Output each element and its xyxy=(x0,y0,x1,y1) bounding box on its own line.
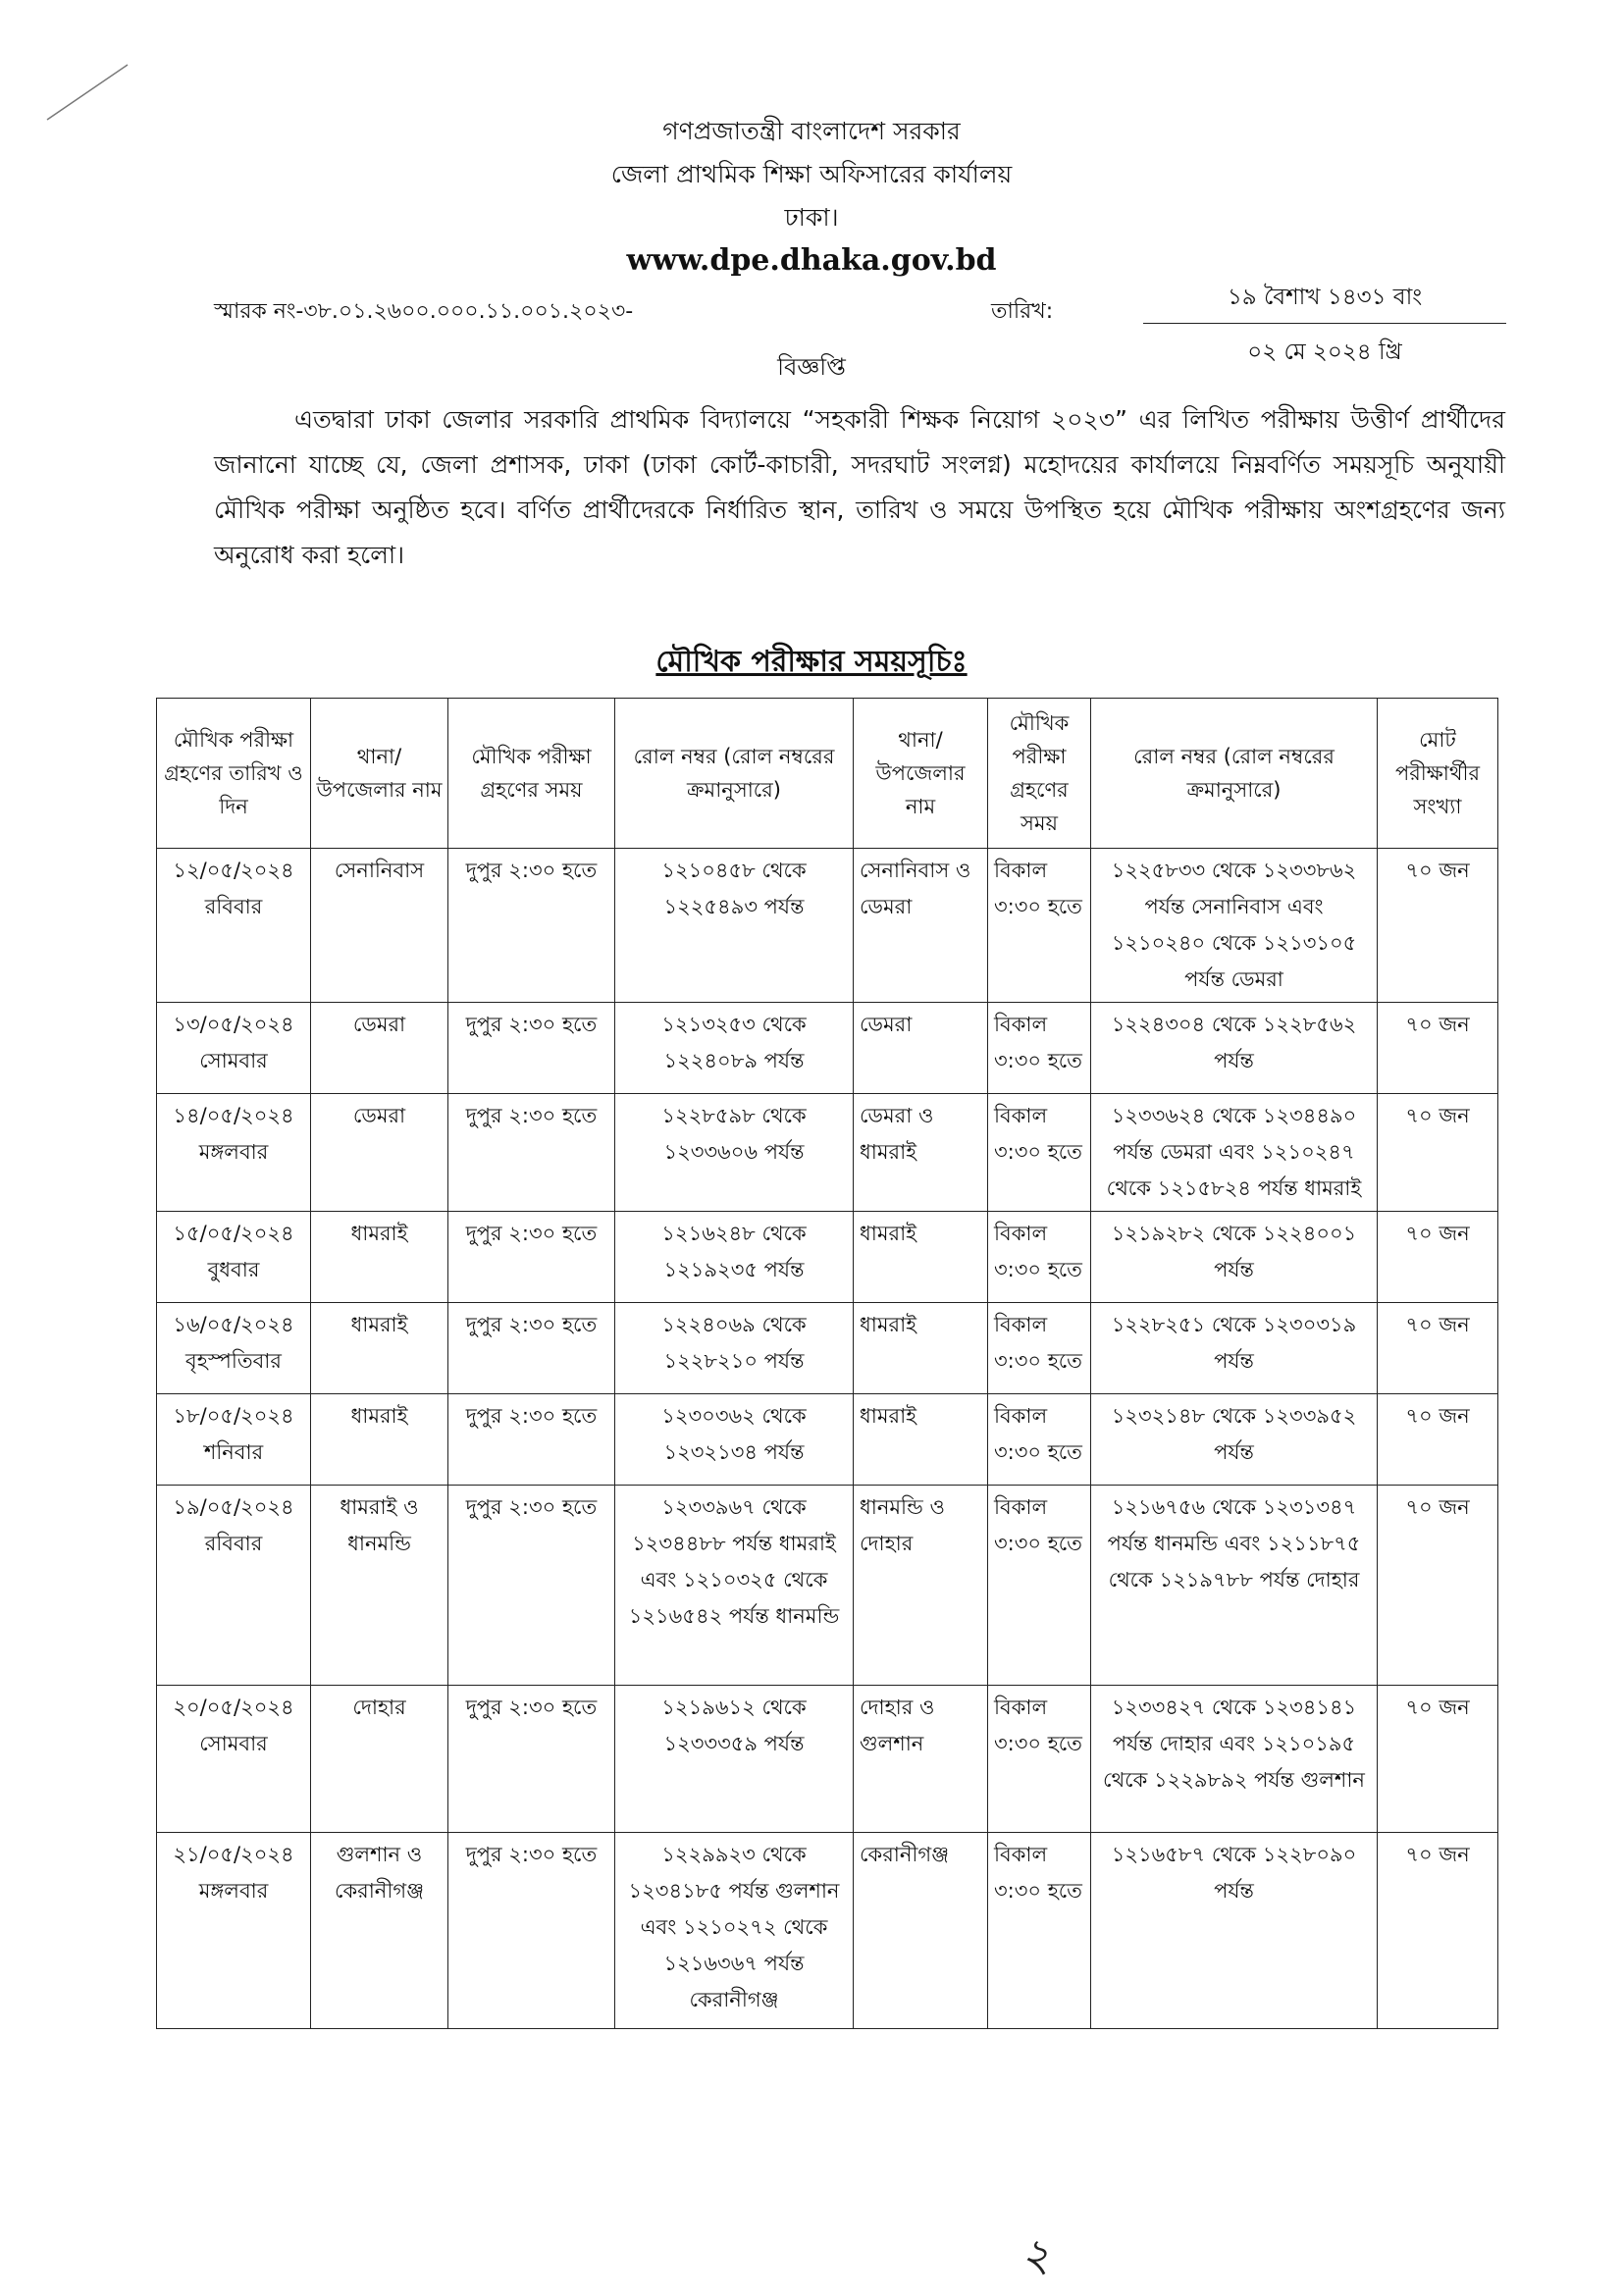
exam-day: বৃহস্পতিবার xyxy=(185,1349,282,1373)
roll-range-1-cell: ১২৩৩৯৬৭ থেকে ১২৩৪৪৮৮ পর্যন্ত ধামরাই এবং ১২১০৩২৫ থেকে ১২১৬৫৪২ পর্যন্ত ধানমন্ডি xyxy=(615,1486,854,1686)
exam-date-cell xyxy=(157,1833,311,2029)
exam-time-1-cell: দুপুর ২:৩০ হতে xyxy=(448,1686,615,1833)
exam-time-1-cell: দুপুর ২:৩০ হতে xyxy=(448,849,615,1003)
candidate-count-cell: ৭০ জন xyxy=(1378,1486,1498,1686)
header-exam-time-2: মৌখিক পরীক্ষা গ্রহণের সময় xyxy=(988,699,1091,849)
header-roll-2: রোল নম্বর (রোল নম্বরের ক্রমানুসারে) xyxy=(1091,699,1378,849)
roll-range-2-cell: ১২১৬৭৫৬ থেকে ১২৩১৩৪৭ পর্যন্ত ধানমন্ডি এবং ১২১১৮৭৫ থেকে ১২১৯৭৮৮ পর্যন্ত দোহার xyxy=(1091,1486,1378,1686)
table-row xyxy=(157,849,1498,1003)
thana-2-cell: দোহার ও গুলশান xyxy=(854,1686,988,1833)
date-bangla: ১৯ বৈশাখ ১৪৩১ বাং xyxy=(1143,279,1506,324)
thana-1-cell: ধামরাই xyxy=(311,1394,448,1486)
exam-date: ১৬/০৫/২০২৪ xyxy=(173,1313,294,1336)
exam-time-2-cell: বিকাল ৩:৩০ হতে xyxy=(988,1212,1091,1303)
roll-range-1-cell: ১২৩০৩৬২ থেকে ১২৩২১৩৪ পর্যন্ত xyxy=(615,1394,854,1486)
exam-day: রবিবার xyxy=(204,1532,263,1555)
thana-1-cell: সেনানিবাস xyxy=(311,849,448,1003)
exam-date-cell xyxy=(157,849,311,1003)
city-name: ঢাকা। xyxy=(784,203,839,232)
thana-1-cell: ধামরাই xyxy=(311,1212,448,1303)
exam-day: বুধবার xyxy=(207,1258,260,1281)
roll-range-1-cell: ১২১৬২৪৮ থেকে ১২১৯২৩৫ পর্যন্ত xyxy=(615,1212,854,1303)
header-exam-date: মৌখিক পরীক্ষা গ্রহণের তারিখ ও দিন xyxy=(157,699,311,849)
candidate-count-cell: ৭০ জন xyxy=(1378,1394,1498,1486)
candidate-count-cell: ৭০ জন xyxy=(1378,1003,1498,1094)
exam-time-2-cell: বিকাল ৩:৩০ হতে xyxy=(988,1003,1091,1094)
table-row xyxy=(157,1486,1498,1686)
memo-number: স্মারক নং-৩৮.০১.২৬০০.০০০.১১.০০১.২০২৩- xyxy=(214,299,634,324)
table-row xyxy=(157,1303,1498,1394)
roll-range-2-cell: ১২৩৩৬২৪ থেকে ১২৩৪৪৯০ পর্যন্ত ডেমরা এবং ১২১০২৪৭ থেকে ১২১৫৮২৪ পর্যন্ত ধামরাই xyxy=(1091,1094,1378,1212)
schedule-table xyxy=(156,698,1498,2029)
roll-range-1-cell: ১২২৯৯২৩ থেকে ১২৩৪১৮৫ পর্যন্ত গুলশান এবং ১২১০২৭২ থেকে ১২১৬৩৬৭ পর্যন্ত কেরানীগঞ্জ xyxy=(615,1833,854,2029)
thana-1-cell: দোহার xyxy=(311,1686,448,1833)
exam-time-1-cell: দুপুর ২:৩০ হতে xyxy=(448,1003,615,1094)
thana-2-cell: ধামরাই xyxy=(854,1394,988,1486)
header-total-candidates: মোট পরীক্ষার্থীর সংখ্যা xyxy=(1378,699,1498,849)
letterhead xyxy=(0,110,1623,278)
exam-date: ১৮/০৫/২০২৪ xyxy=(173,1404,294,1428)
candidate-count-cell: ৭০ জন xyxy=(1378,1212,1498,1303)
exam-day: মঙ্গলবার xyxy=(198,1879,269,1903)
thana-2-cell: ধামরাই xyxy=(854,1303,988,1394)
exam-day: মঙ্গলবার xyxy=(198,1140,269,1164)
candidate-count-cell: ৭০ জন xyxy=(1378,1094,1498,1212)
thana-2-cell: ধানমন্ডি ও দোহার xyxy=(854,1486,988,1686)
table-row xyxy=(157,1686,1498,1833)
thana-2-cell: ধামরাই xyxy=(854,1212,988,1303)
header-exam-time-1: মৌখিক পরীক্ষা গ্রহণের সময় xyxy=(448,699,615,849)
candidate-count-cell: ৭০ জন xyxy=(1378,1833,1498,2029)
exam-time-2-cell: বিকাল ৩:৩০ হতে xyxy=(988,1094,1091,1212)
exam-date-cell xyxy=(157,1486,311,1686)
exam-time-1-cell: দুপুর ২:৩০ হতে xyxy=(448,1394,615,1486)
exam-date-cell xyxy=(157,1094,311,1212)
roll-range-1-cell: ১২১৩২৫৩ থেকে ১২২৪০৮৯ পর্যন্ত xyxy=(615,1003,854,1094)
exam-time-2-cell: বিকাল ৩:৩০ হতে xyxy=(988,1394,1091,1486)
roll-range-1-cell: ১২২৪০৬৯ থেকে ১২২৮২১০ পর্যন্ত xyxy=(615,1303,854,1394)
header-thana-1: থানা/ উপজেলার নাম xyxy=(311,699,448,849)
date-gregorian: ০২ মে ২০২৪ খ্রি xyxy=(1247,339,1402,365)
table-row xyxy=(157,1394,1498,1486)
roll-range-2-cell: ১২৩২১৪৮ থেকে ১২৩৩৯৫২ পর্যন্ত xyxy=(1091,1394,1378,1486)
exam-date: ১২/০৫/২০২৪ xyxy=(173,859,294,882)
roll-range-2-cell: ১২২৮২৫১ থেকে ১২৩০৩১৯ পর্যন্ত xyxy=(1091,1303,1378,1394)
exam-date-cell xyxy=(157,1394,311,1486)
thana-2-cell: কেরানীগঞ্জ xyxy=(854,1833,988,2029)
exam-date: ২১/০৫/২০২৪ xyxy=(173,1843,294,1866)
exam-time-1-cell: দুপুর ২:৩০ হতে xyxy=(448,1303,615,1394)
header-roll-1: রোল নম্বর (রোল নম্বরের ক্রমানুসারে) xyxy=(615,699,854,849)
exam-time-2-cell: বিকাল ৩:৩০ হতে xyxy=(988,1486,1091,1686)
government-name: গণপ্রজাতন্ত্রী বাংলাদেশ সরকার xyxy=(662,117,961,145)
exam-date: ১৪/০৫/২০২৪ xyxy=(173,1104,294,1127)
page-number: ২ xyxy=(1021,2228,1050,2281)
exam-time-1-cell: দুপুর ২:৩০ হতে xyxy=(448,1212,615,1303)
notice-title: বিজ্ঞপ্তি xyxy=(777,353,846,381)
schedule-table-body xyxy=(157,849,1498,2029)
website-url[interactable]: www.dpe.dhaka.gov.bd xyxy=(626,243,997,278)
schedule-title: মৌখিক পরীক্ষার সময়সূচিঃ xyxy=(655,645,968,679)
roll-range-2-cell: ১২১৯২৮২ থেকে ১২২৪০০১ পর্যন্ত xyxy=(1091,1212,1378,1303)
thana-1-cell: ধামরাই xyxy=(311,1303,448,1394)
exam-time-2-cell: বিকাল ৩:৩০ হতে xyxy=(988,1833,1091,2029)
table-row xyxy=(157,1094,1498,1212)
exam-date-cell xyxy=(157,1686,311,1833)
roll-range-1-cell: ১২১৯৬১২ থেকে ১২৩৩৩৫৯ পর্যন্ত xyxy=(615,1686,854,1833)
exam-day: রবিবার xyxy=(204,895,263,918)
exam-time-2-cell: বিকাল ৩:৩০ হতে xyxy=(988,1686,1091,1833)
roll-range-1-cell: ১২১০৪৫৮ থেকে ১২২৫৪৯৩ পর্যন্ত xyxy=(615,849,854,1003)
exam-date: ২০/০৫/২০২৪ xyxy=(173,1696,294,1719)
exam-day: শনিবার xyxy=(203,1440,264,1464)
thana-2-cell: ডেমরা xyxy=(854,1003,988,1094)
exam-time-1-cell: দুপুর ২:৩০ হতে xyxy=(448,1486,615,1686)
table-row xyxy=(157,1833,1498,2029)
table-row xyxy=(157,1212,1498,1303)
thana-1-cell: ডেমরা xyxy=(311,1094,448,1212)
exam-date-cell xyxy=(157,1003,311,1094)
thana-1-cell: ধামরাই ও ধানমন্ডি xyxy=(311,1486,448,1686)
roll-range-2-cell: ১২৩৩৪২৭ থেকে ১২৩৪১৪১ পর্যন্ত দোহার এবং ১২১০১৯৫ থেকে ১২২৯৮৯২ পর্যন্ত গুলশান xyxy=(1091,1686,1378,1833)
exam-date: ১৫/০৫/২০২৪ xyxy=(173,1222,294,1245)
roll-range-2-cell: ১২২৫৮৩৩ থেকে ১২৩৩৮৬২ পর্যন্ত সেনানিবাস এবং ১২১০২৪০ থেকে ১২১৩১০৫ পর্যন্ত ডেমরা xyxy=(1091,849,1378,1003)
exam-day: সোমবার xyxy=(199,1049,268,1072)
exam-time-1-cell: দুপুর ২:৩০ হতে xyxy=(448,1094,615,1212)
roll-range-1-cell: ১২২৮৫৯৮ থেকে ১২৩৩৬০৬ পর্যন্ত xyxy=(615,1094,854,1212)
candidate-count-cell: ৭০ জন xyxy=(1378,1686,1498,1833)
exam-time-2-cell: বিকাল ৩:৩০ হতে xyxy=(988,849,1091,1003)
exam-time-2-cell: বিকাল ৩:৩০ হতে xyxy=(988,1303,1091,1394)
roll-range-2-cell: ১২২৪৩০৪ থেকে ১২২৮৫৬২ পর্যন্ত xyxy=(1091,1003,1378,1094)
exam-date: ১৩/০৫/২০২৪ xyxy=(173,1013,294,1036)
exam-time-1-cell: দুপুর ২:৩০ হতে xyxy=(448,1833,615,2029)
notice-body: এতদ্বারা ঢাকা জেলার সরকারি প্রাথমিক বিদ্যালয়ে “সহকারী শিক্ষক নিয়োগ ২০২৩” এর লিখিত পরীক্ষায় উত্তীর্ণ প্রার্থীদের জানানো যাচ্ছে যে, জেলা প্রশাসক, ঢাকা (ঢাকা কোর্ট-কাচারী, সদরঘাট সংলগ্ন) মহোদয়ের কার্যালয়ে নিম্নবর্ণিত সময়সূচি অনুযায়ী মৌখিক পরীক্ষা অনুষ্ঠিত হবে। বর্ণিত প্রার্থীদেরকে নির্ধারিত স্থান, তারিখ ও সময়ে উপস্থিত হয়ে মৌখিক পরীক্ষায় অংশগ্রহণের জন্য অনুরোধ করা হলো। xyxy=(214,405,1505,569)
header-thana-2: থানা/ উপজেলার নাম xyxy=(854,699,988,849)
exam-date-cell xyxy=(157,1303,311,1394)
exam-day: সোমবার xyxy=(199,1732,268,1755)
thana-1-cell: গুলশান ও কেরানীগঞ্জ xyxy=(311,1833,448,2029)
table-row xyxy=(157,1003,1498,1094)
thana-2-cell: সেনানিবাস ও ডেমরা xyxy=(854,849,988,1003)
office-name: জেলা প্রাথমিক শিক্ষা অফিসারের কার্যালয় xyxy=(610,160,1013,188)
roll-range-2-cell: ১২১৬৫৮৭ থেকে ১২২৮০৯০ পর্যন্ত xyxy=(1091,1833,1378,2029)
thana-2-cell: ডেমরা ও ধামরাই xyxy=(854,1094,988,1212)
thana-1-cell: ডেমরা xyxy=(311,1003,448,1094)
exam-date-cell xyxy=(157,1212,311,1303)
table-header-row xyxy=(157,699,1498,849)
candidate-count-cell: ৭০ জন xyxy=(1378,1303,1498,1394)
exam-date: ১৯/০৫/২০২৪ xyxy=(173,1495,294,1519)
date-label: তারিখ: xyxy=(991,299,1054,324)
candidate-count-cell: ৭০ জন xyxy=(1378,849,1498,1003)
